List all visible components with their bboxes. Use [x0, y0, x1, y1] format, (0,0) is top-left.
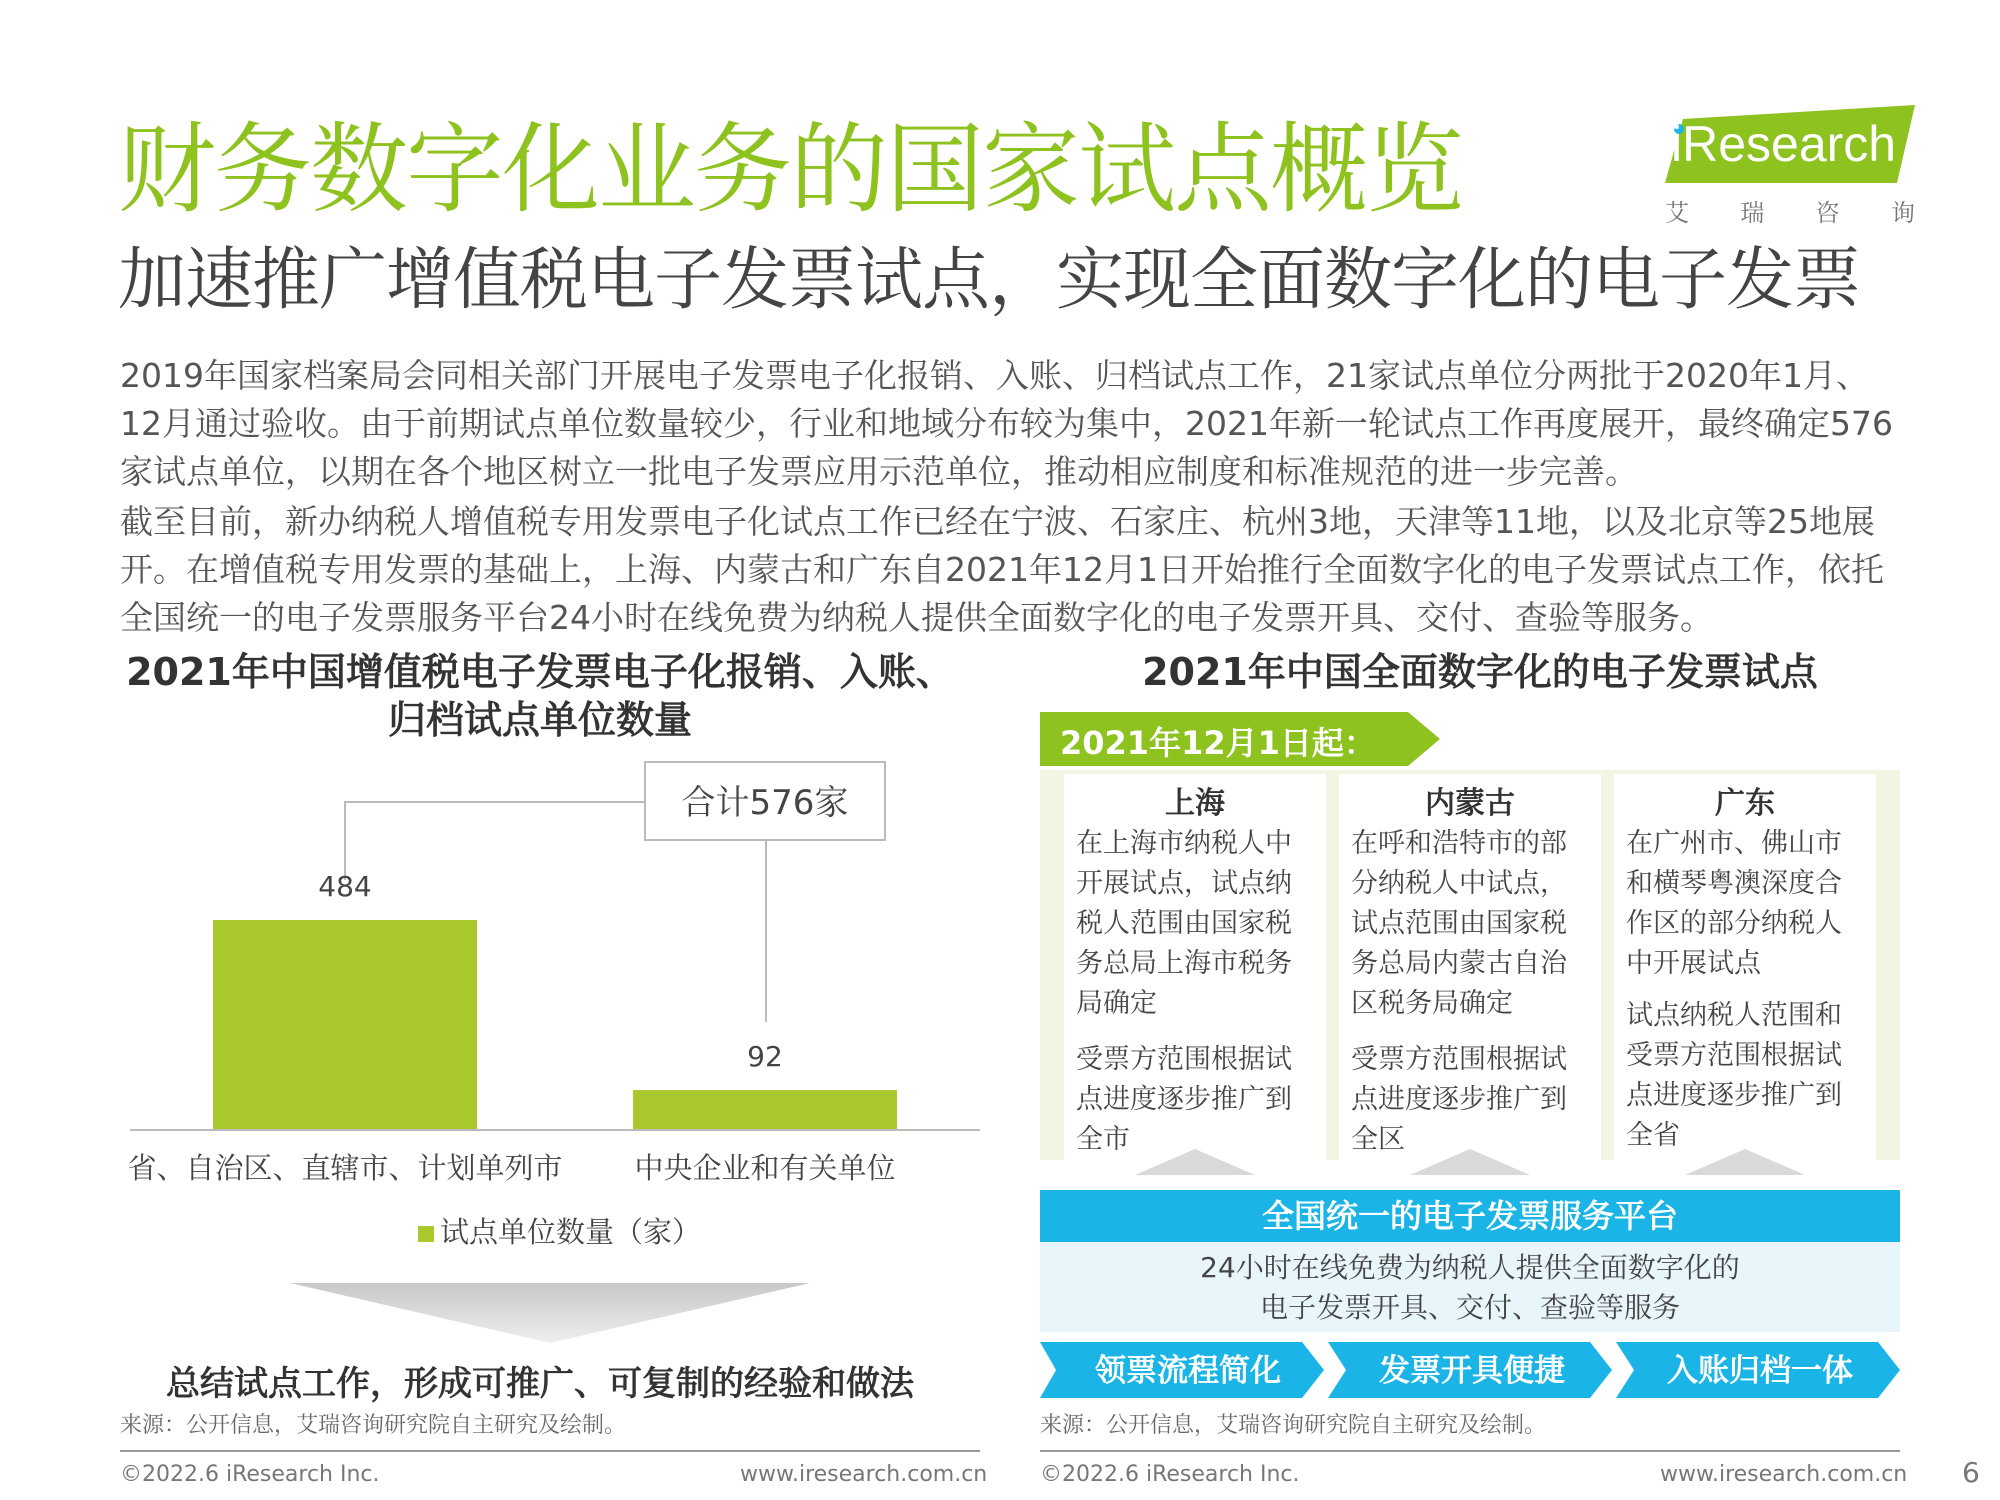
platform-line: 电子发票开具、交付、查验等服务 [1259, 1291, 1680, 1324]
card-pointer-icon [1410, 1149, 1530, 1175]
left-chart-title: 2021年中国增值税电子发票电子化报销、入账、归档试点单位数量 [126, 650, 954, 742]
logo-sub-char: 瑞 [1740, 199, 1765, 227]
source-note: 来源：公开信息，艾瑞咨询研究院自主研究及绘制。 [120, 1413, 627, 1438]
card-text: 受票方范围根据试点进度逐步推广到全区 [1351, 1044, 1567, 1155]
platform-description [1040, 1242, 1900, 1332]
legend-label: 试点单位数量（家） [440, 1215, 702, 1249]
card-title: 上海 [1165, 786, 1225, 821]
footer-url[interactable]: www.iresearch.com.cn [1660, 1462, 1908, 1487]
logo-sub-char: 艾 [1665, 199, 1689, 227]
platform-header [1040, 1190, 1900, 1242]
platform-line: 24小时在线免费为纳税人提供全面数字化的 [1200, 1251, 1740, 1284]
legend-swatch [418, 1226, 434, 1242]
logo-subtext [1665, 193, 1915, 228]
iresearch-logo [1665, 105, 1915, 225]
benefit-arrow-label: 领票流程简化 [1095, 1353, 1281, 1389]
pilot-card-guangdong [1614, 774, 1876, 1160]
page-subtitle: 加速推广增值税电子发票试点，实现全面数字化的电子发票 [118, 241, 1861, 320]
intro-paragraph-1: 2019年国家档案局会同相关部门开展电子发票电子化报销、入账、归档试点工作，21家试点单位分两批于2020年1月、12月通过验收。由于前期试点单位数量较少，行业和地域分布较为集中，2021年新一轮试点工作再度展开，最终确定576家试点单位，以期在各个地区树立一批电子发票应用示范单位，推动相应制度和标准规范的进一步完善。 [120, 356, 1893, 491]
x-tick-label: 省、自治区、直辖市、计划单列市 [127, 1151, 563, 1185]
card-pointer-icon [1135, 1149, 1255, 1175]
summary-arrow-icon [290, 1283, 810, 1343]
card-pointer-icon [1685, 1149, 1805, 1175]
benefit-arrows [1040, 1342, 1900, 1398]
date-banner [1040, 712, 1440, 766]
footer-copyright: ©2022.6 iResearch Inc. [120, 1462, 380, 1487]
benefit-arrow-label: 入账归档一体 [1667, 1353, 1853, 1389]
benefit-arrow-label: 发票开具便捷 [1379, 1353, 1565, 1389]
bar [213, 920, 477, 1130]
footer-copyright: ©2022.6 iResearch Inc. [1040, 1462, 1300, 1487]
bar-chart [100, 740, 1000, 1280]
page-title: 财务数字化业务的国家试点概览 [118, 113, 1463, 227]
right-section-title: 2021年中国全面数字化的电子发票试点 [1142, 650, 1818, 694]
intro-paragraph-2: 截至目前，新办纳税人增值税专用发票电子化试点工作已经在宁波、石家庄、杭州3地，天津等11地，以及北京等25地展开。在增值税专用发票的基础上，上海、内蒙古和广东自2021年12月1日开始推行全面数字化的电子发票试点工作，依托全国统一的电子发票服务平台24小时在线免费为纳税人提供全面数字化的电子发票开具、交付、查验等服务。 [120, 502, 1884, 637]
card-title: 广东 [1715, 786, 1775, 821]
logo-sub-char: 咨 [1815, 199, 1840, 227]
bar-data-label: 92 [747, 1040, 783, 1074]
page-number: 6 [1962, 1456, 1980, 1489]
card-text: 在广州市、佛山市和横琴粤澳深度合作区的部分纳税人中开展试点 [1626, 828, 1842, 979]
card-text: 试点纳税人范围和受票方范围根据试点进度逐步推广到全省 [1626, 1000, 1842, 1151]
logo-sub-char: 询 [1890, 199, 1915, 227]
pilot-card-neimenggu [1339, 774, 1601, 1160]
card-text: 受票方范围根据试点进度逐步推广到全市 [1076, 1044, 1292, 1155]
footer-url[interactable]: www.iresearch.com.cn [740, 1462, 988, 1487]
total-connector-line [345, 802, 645, 880]
card-title: 内蒙古 [1425, 786, 1515, 821]
pilot-card-shanghai [1064, 774, 1326, 1160]
source-note: 来源：公开信息，艾瑞咨询研究院自主研究及绘制。 [1040, 1413, 1547, 1438]
pilot-cards-area [1040, 770, 1900, 1160]
logo-text: iResearch [1671, 116, 1897, 172]
x-tick-label: 中央企业和有关单位 [634, 1151, 896, 1185]
total-label: 合计576家 [681, 783, 849, 823]
footer-divider [1040, 1450, 1900, 1452]
card-text: 在上海市纳税人中开展试点，试点纳税人范围由国家税务总局上海市税务局确定 [1076, 828, 1292, 1019]
bar-data-label: 484 [318, 870, 372, 903]
summary-text: 总结试点工作，形成可推广、可复制的经验和做法 [166, 1364, 914, 1404]
bar [633, 1090, 897, 1130]
footer-divider [120, 1450, 980, 1452]
card-text: 在呼和浩特市的部分纳税人中试点，试点范围由国家税务总局内蒙古自治区税务局确定 [1351, 828, 1567, 1019]
platform-title: 全国统一的电子发票服务平台 [1261, 1197, 1678, 1235]
date-banner-text: 2021年12月1日起： [1060, 724, 1376, 762]
